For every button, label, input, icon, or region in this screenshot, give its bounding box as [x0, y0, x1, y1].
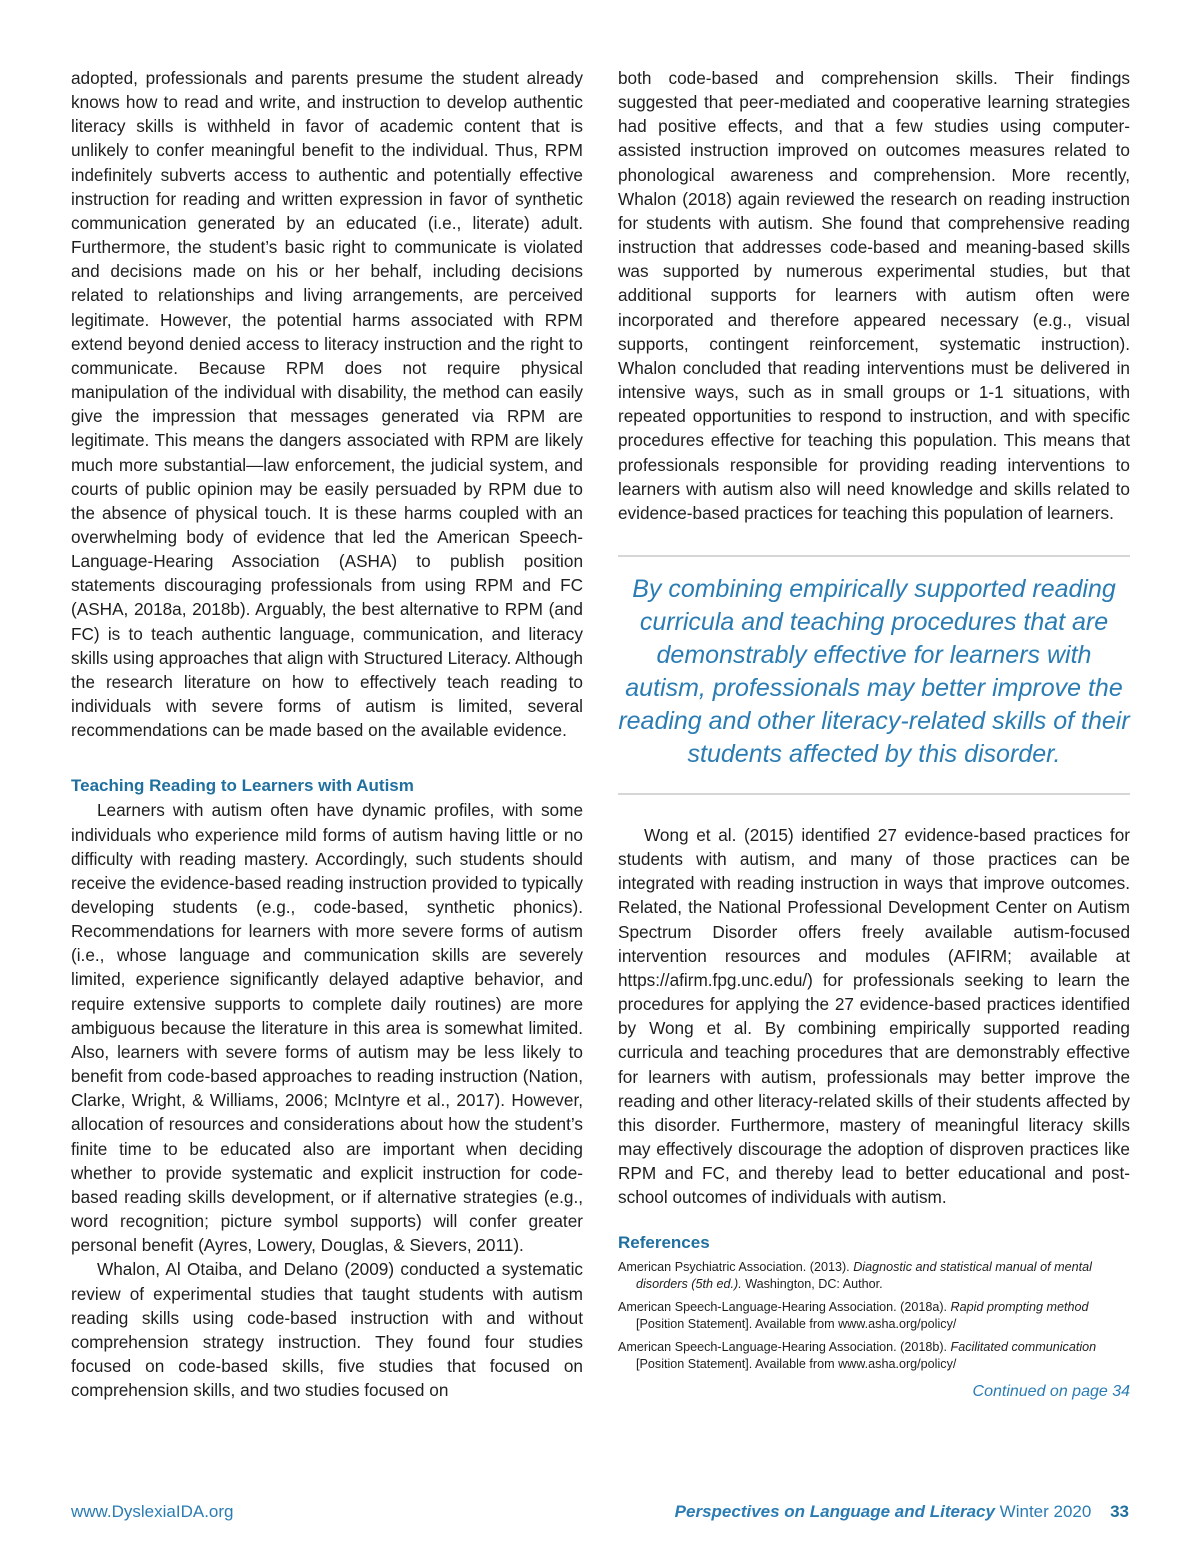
section-heading: Teaching Reading to Learners with Autism [71, 776, 414, 796]
issue-label: Winter 2020 [999, 1502, 1092, 1521]
body-paragraph: adopted, professionals and parents presume the student already knows how to read and write, and instruction to develop authentic literacy skills is withheld in favor of academic content that is unlikely to confer meaningful benefit to the individual. Thus, RPM indefinitely subverts access to authentic and potentially effective instruction for reading and written expression in favor of synthetic communication generated by an educated (i.e., literate) adult. Furthermore, the student’s basic right to communicate is violated and decisions made on his or her behalf, including decisions related to relationships and living arrangements, are perceived legitimate. However, the potential harms associated with RPM extend beyond denied access to literacy instruction and the right to communicate. Because RPM does not require physical manipulation of the individual with disability, the method can easily give the impression that messages generated via RPM are legitimate. This means the dangers associated with RPM are likely much more substantial—law enforcement, the judicial system, and courts of public opinion may be easily persuaded by RPM due to the absence of physical touch. It is these harms coupled with an overwhelming body of evidence that led the American Speech-Language-Hearing Association (ASHA) to publish position statements discouraging professionals from using RPM and FC (ASHA, 2018a, 2018b). Arguably, the best alternative to RPM (and FC) is to teach authentic language, communication, and literacy skills using approaches that align with Structured Literacy. Although the research literature on how to effectively teach reading to individuals with severe forms of autism is limited, several recommendations can be made based on the available evidence. [71, 68, 583, 741]
pull-quote-text: By combining empirically supported reading curricula and teaching procedures that are demonstrably effective for learners with autism, professionals may better improve the reading and other literacy-related skills of their students affected by this disorder. [618, 574, 1130, 768]
page-number: 33 [1110, 1502, 1129, 1521]
reference-item: American Speech-Language-Hearing Association. (2018a). Rapid prompting method [Position Statement]. Available from www.asha.org/policy/ [618, 1300, 1089, 1332]
pull-quote [618, 555, 1130, 795]
right-column [618, 66, 1130, 1401]
reference-item: American Speech-Language-Hearing Association. (2018b). Facilitated communication [Position Statement]. Available from www.asha.org/policy/ [618, 1340, 1097, 1372]
journal-title: Perspectives on Language and Literacy [674, 1502, 995, 1521]
reference-item: American Psychiatric Association. (2013). Diagnostic and statistical manual of mental disorders (5th ed.). Washington, DC: Author. [618, 1260, 1092, 1292]
footer-publication [675, 1502, 1129, 1522]
body-paragraph: Wong et al. (2015) identified 27 evidence-based practices for students with autism, and many of those practices can be integrated with reading instruction in ways that improve outcomes. Related, the National Professional Development Center on Autism Spectrum Disorder offers freely available autism-focused intervention resources and modules (AFIRM; available at https://afirm.fpg.unc.edu/) for professionals seeking to learn the procedures for applying the 27 evidence-based practices identified by Wong et al. By combining empirically supported reading curricula and teaching procedures that are demonstrably effective for learners with autism, professionals may better improve the reading and other literacy-related skills of their students affected by this disorder. Furthermore, mastery of meaningful literacy skills may effectively discourage the adoption of disproven practices like RPM and FC, and thereby lead to better educational and post-school outcomes of individuals with autism. [618, 824, 1130, 1208]
references-heading: References [618, 1233, 710, 1253]
left-column [71, 66, 583, 1402]
footer-website[interactable]: www.DyslexiaIDA.org [71, 1502, 234, 1521]
body-paragraph: Whalon, Al Otaiba, and Delano (2009) conducted a systematic review of experimental studies that taught students with autism reading skills using code-based instruction with and without comprehension strategy instruction. They found four studies focused on code-based skills, five studies that focused on comprehension skills, and two studies focused on [71, 1259, 583, 1401]
continued-note: Continued on page 34 [972, 1383, 1130, 1401]
body-paragraph: Learners with autism often have dynamic profiles, with some individuals who experience mild forms of autism having little or no difficulty with reading mastery. Accordingly, such students should receive the evidence-based reading instruction provided to typically developing students (e.g., code-based, synthetic phonics). Recommendations for learners with more severe forms of autism (i.e., whose language and communication skills are severely limited, experience significantly delayed adaptive behavior, and require extensive supports to complete daily routines) are more ambiguous because the literature in this area is somewhat limited. Also, learners with severe forms of autism may be less likely to benefit from code-based approaches to reading instruction (Nation, Clarke, Wright, & Williams, 2006; McIntyre et al., 2017). However, allocation of resources and considerations about how the student’s finite time to be educated also are important when deciding whether to provide systematic and explicit instruction for code-based reading skills development, or if alternative strategies (e.g., word recognition; picture symbol supports) will confer greater personal benefit (Ayres, Lowery, Douglas, & Sievers, 2011). [71, 800, 583, 1256]
body-paragraph: both code-based and comprehension skills. Their findings suggested that peer-mediated and cooperative learning strategies had positive effects, and that a few studies using computer-assisted instruction improved on outcomes measures related to phonological awareness and comprehension. More recently, Whalon (2018) again reviewed the research on reading instruction for students with autism. She found that comprehensive reading instruction that addresses code-based and meaning-based skills was supported by numerous experimental studies, but that additional supports for learners with autism often were incorporated and therefore appeared necessary (e.g., visual supports, contingent reinforcement, systematic instruction). Whalon concluded that reading interventions must be delivered in intensive ways, such as in small groups or 1-1 situations, with repeated opportunities to respond to instruction, and with specific procedures effective for teaching this population. This means that professionals responsible for providing reading interventions to learners with autism also will need knowledge and skills related to evidence-based practices for teaching this population of learners. [618, 68, 1130, 523]
